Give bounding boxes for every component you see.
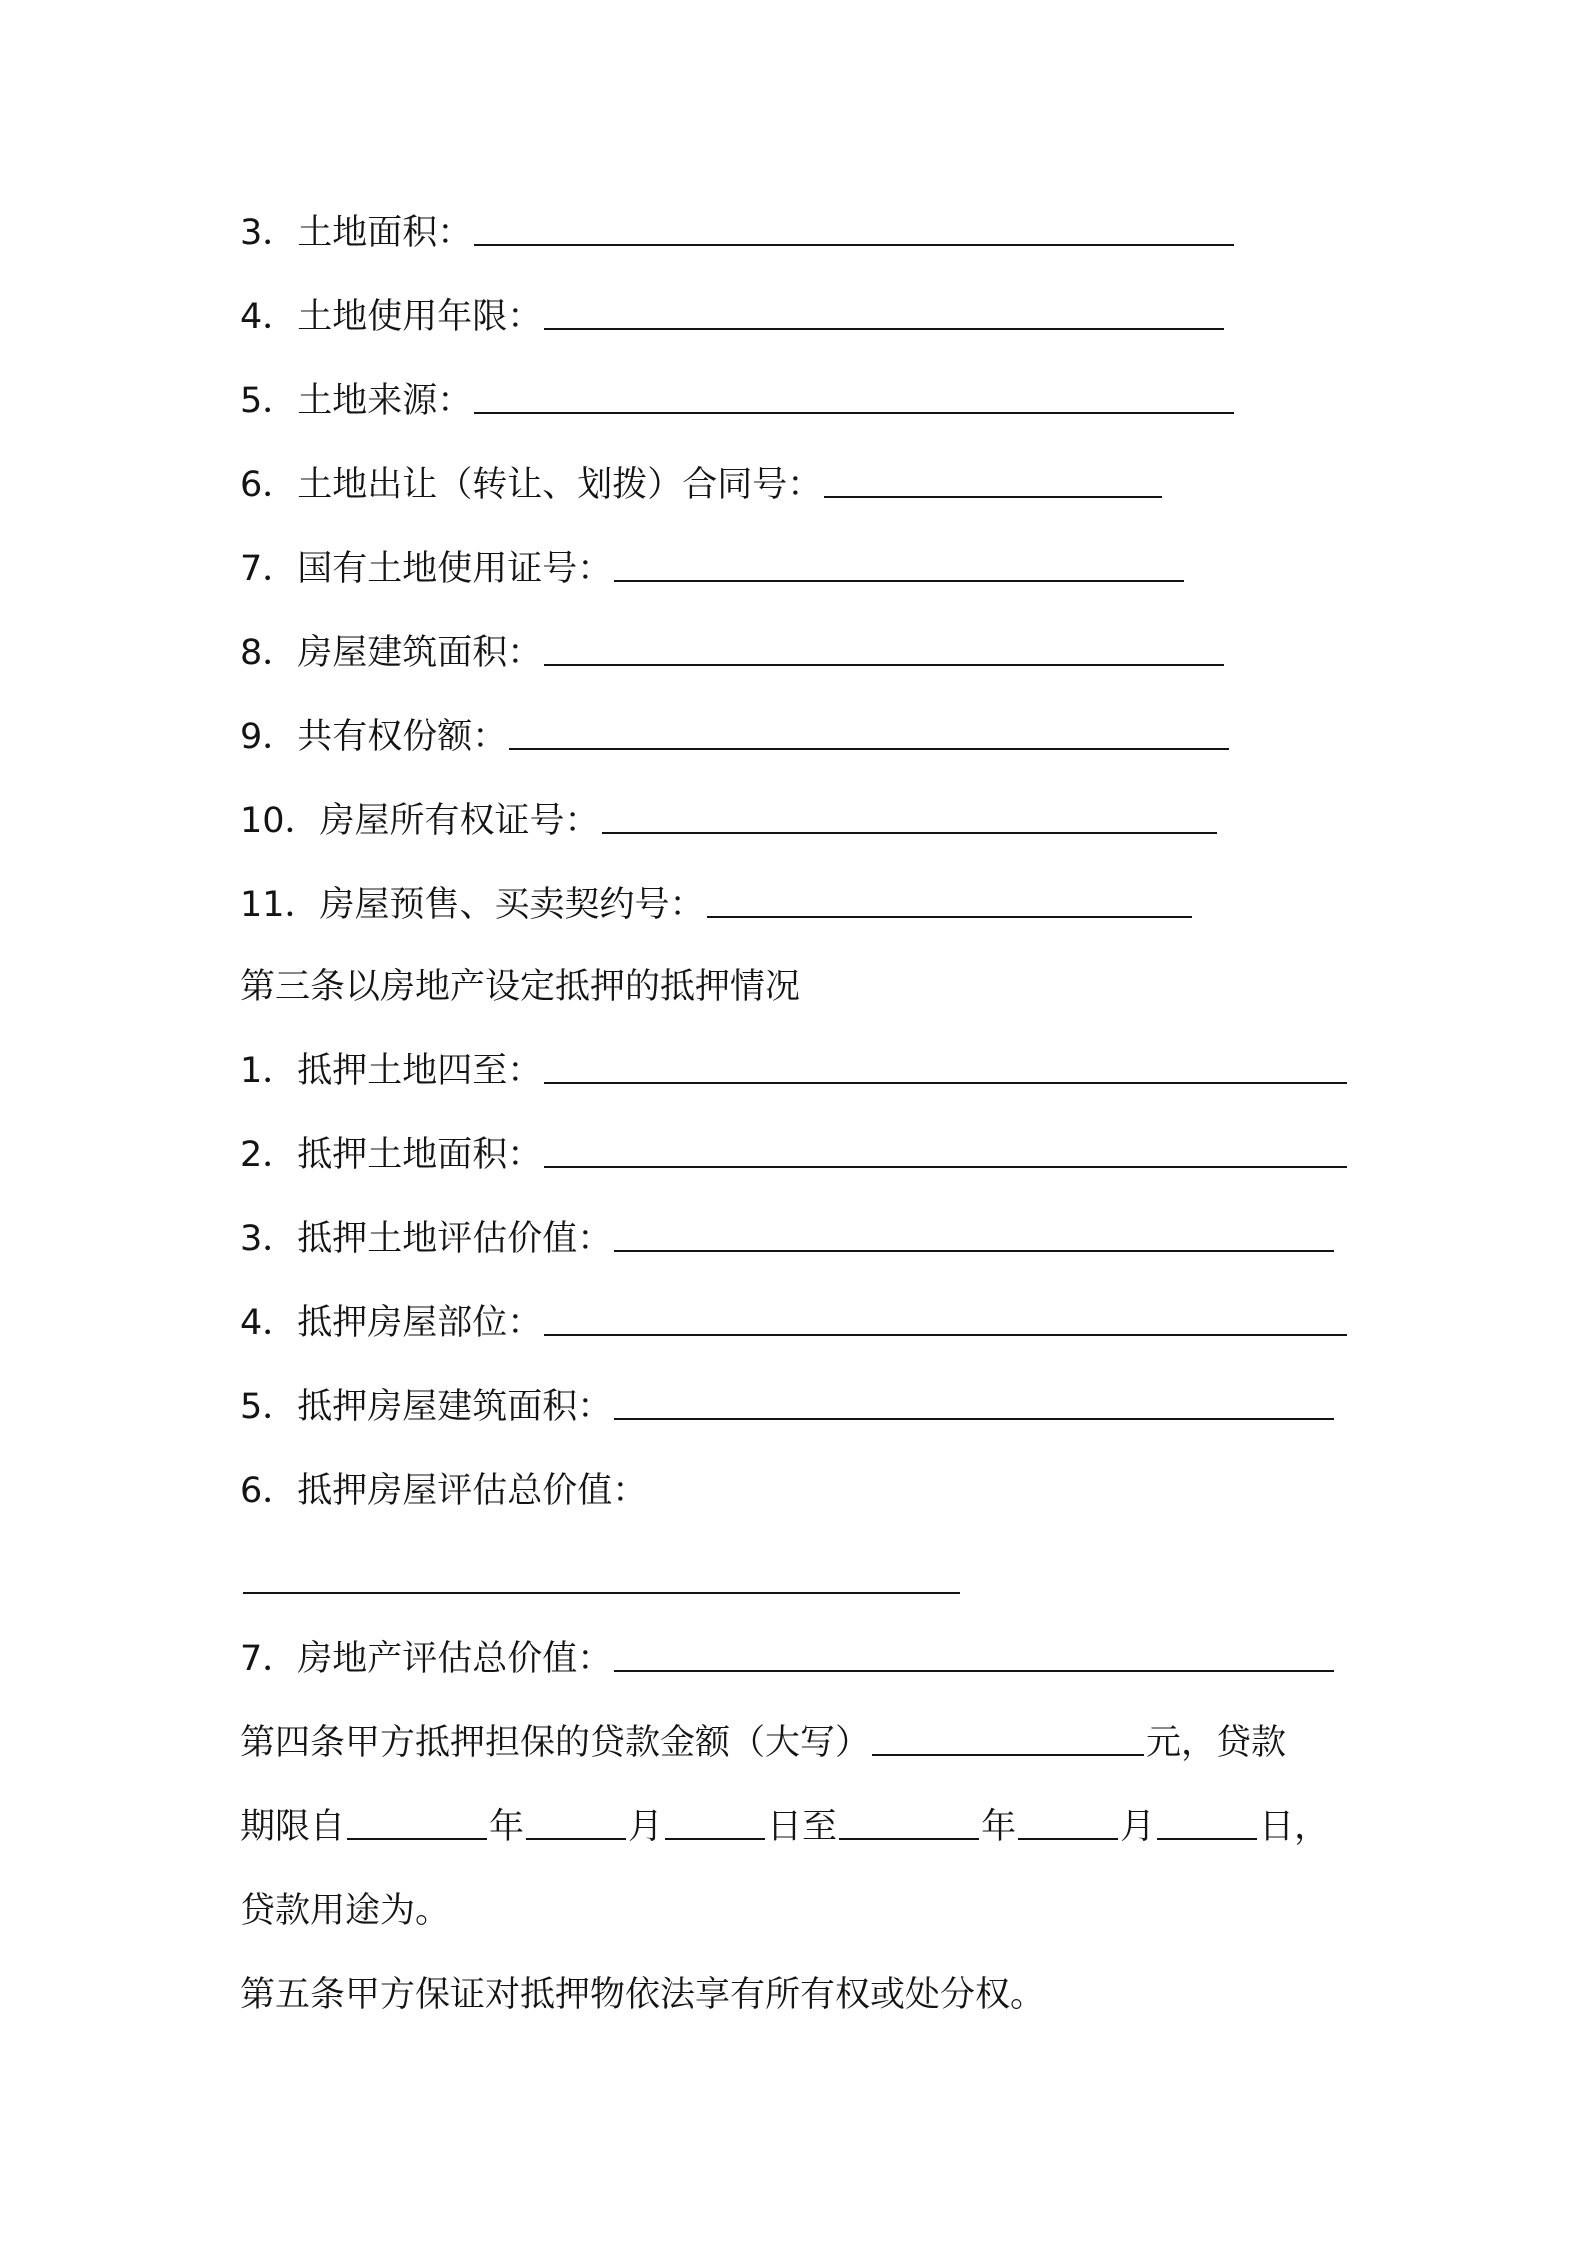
co-ownership-blank[interactable] bbox=[509, 718, 1229, 750]
building-area-blank[interactable] bbox=[544, 634, 1224, 666]
loan-amount-label: 第四条甲方抵押担保的贷款金额（大写） bbox=[240, 1723, 871, 1763]
presale-contract-label: 11．房屋预售、买卖契约号： bbox=[240, 885, 705, 925]
land-area-line bbox=[240, 203, 1236, 263]
mortgage-land-bounds-blank[interactable] bbox=[544, 1052, 1347, 1084]
mortgage-house-area-blank[interactable] bbox=[614, 1388, 1334, 1420]
land-area-blank[interactable] bbox=[474, 214, 1234, 246]
co-ownership-line bbox=[240, 707, 1231, 767]
mortgage-house-value-line bbox=[240, 1461, 647, 1521]
mortgage-house-part-blank[interactable] bbox=[544, 1304, 1347, 1336]
land-cert-label: 7．国有土地使用证号： bbox=[240, 549, 613, 589]
mortgage-land-bounds-line bbox=[240, 1041, 1349, 1101]
land-contract-line bbox=[240, 455, 1164, 515]
land-cert-blank[interactable] bbox=[614, 550, 1184, 582]
loan-amount-blank[interactable] bbox=[872, 1724, 1144, 1756]
mortgage-house-area-label: 5．抵押房屋建筑面积： bbox=[240, 1387, 613, 1427]
co-ownership-label: 9．共有权份额： bbox=[240, 717, 508, 757]
mortgage-land-value-blank[interactable] bbox=[614, 1220, 1334, 1252]
mortgage-land-value-line bbox=[240, 1209, 1336, 1269]
real-estate-value-line bbox=[240, 1629, 1336, 1689]
mortgage-land-value-label: 3．抵押土地评估价值： bbox=[240, 1219, 613, 1259]
land-term-blank[interactable] bbox=[544, 298, 1224, 330]
land-contract-blank[interactable] bbox=[824, 466, 1162, 498]
presale-contract-blank[interactable] bbox=[707, 886, 1192, 918]
end-month-blank[interactable] bbox=[1018, 1808, 1118, 1840]
start-day-to-label: 日至 bbox=[767, 1807, 838, 1847]
article4-line2 bbox=[240, 1797, 1329, 1857]
loan-purpose-line: 贷款用途为。 bbox=[240, 1891, 451, 1931]
land-cert-line bbox=[240, 539, 1186, 599]
mortgage-house-part-line bbox=[240, 1293, 1349, 1353]
end-day-label: 日， bbox=[1259, 1807, 1330, 1847]
start-month-blank[interactable] bbox=[526, 1808, 626, 1840]
presale-contract-line bbox=[240, 875, 1194, 935]
mortgage-house-value-blank[interactable] bbox=[243, 1592, 960, 1594]
building-area-line bbox=[240, 623, 1226, 683]
article5-text: 第五条甲方保证对抵押物依法享有所有权或处分权。 bbox=[240, 1975, 1046, 2015]
end-year-blank[interactable] bbox=[839, 1808, 979, 1840]
start-year-blank[interactable] bbox=[347, 1808, 487, 1840]
loan-unit-text: 元，贷款 bbox=[1146, 1723, 1287, 1763]
house-cert-line bbox=[240, 791, 1219, 851]
real-estate-value-blank[interactable] bbox=[614, 1640, 1334, 1672]
start-year-label: 年 bbox=[489, 1807, 525, 1847]
mortgage-land-area-blank[interactable] bbox=[544, 1136, 1347, 1168]
land-contract-label: 6．土地出让（转让、划拨）合同号： bbox=[240, 465, 823, 505]
mortgage-house-value-label: 6．抵押房屋评估总价值： bbox=[240, 1471, 648, 1511]
term-start-label: 期限自 bbox=[240, 1807, 346, 1847]
end-day-blank[interactable] bbox=[1157, 1808, 1257, 1840]
end-year-label: 年 bbox=[981, 1807, 1017, 1847]
mortgage-land-bounds-label: 1．抵押土地四至： bbox=[240, 1051, 543, 1091]
land-term-label: 4．土地使用年限： bbox=[240, 297, 543, 337]
land-source-line bbox=[240, 371, 1236, 431]
mortgage-land-area-line bbox=[240, 1125, 1349, 1185]
mortgage-house-area-line bbox=[240, 1377, 1336, 1437]
land-source-label: 5．土地来源： bbox=[240, 381, 473, 421]
building-area-label: 8．房屋建筑面积： bbox=[240, 633, 543, 673]
land-term-line bbox=[240, 287, 1226, 347]
land-area-label: 3．土地面积： bbox=[240, 213, 473, 253]
mortgage-house-part-label: 4．抵押房屋部位： bbox=[240, 1303, 543, 1343]
end-month-label: 月 bbox=[1120, 1807, 1156, 1847]
house-cert-blank[interactable] bbox=[602, 802, 1217, 834]
real-estate-value-label: 7．房地产评估总价值： bbox=[240, 1639, 613, 1679]
article4-line1 bbox=[240, 1713, 1286, 1773]
mortgage-land-area-label: 2．抵押土地面积： bbox=[240, 1135, 543, 1175]
land-source-blank[interactable] bbox=[474, 382, 1234, 414]
house-cert-label: 10．房屋所有权证号： bbox=[240, 801, 600, 841]
start-month-label: 月 bbox=[628, 1807, 664, 1847]
start-day-blank[interactable] bbox=[665, 1808, 765, 1840]
article3-heading: 第三条以房地产设定抵押的抵押情况 bbox=[240, 967, 801, 1007]
